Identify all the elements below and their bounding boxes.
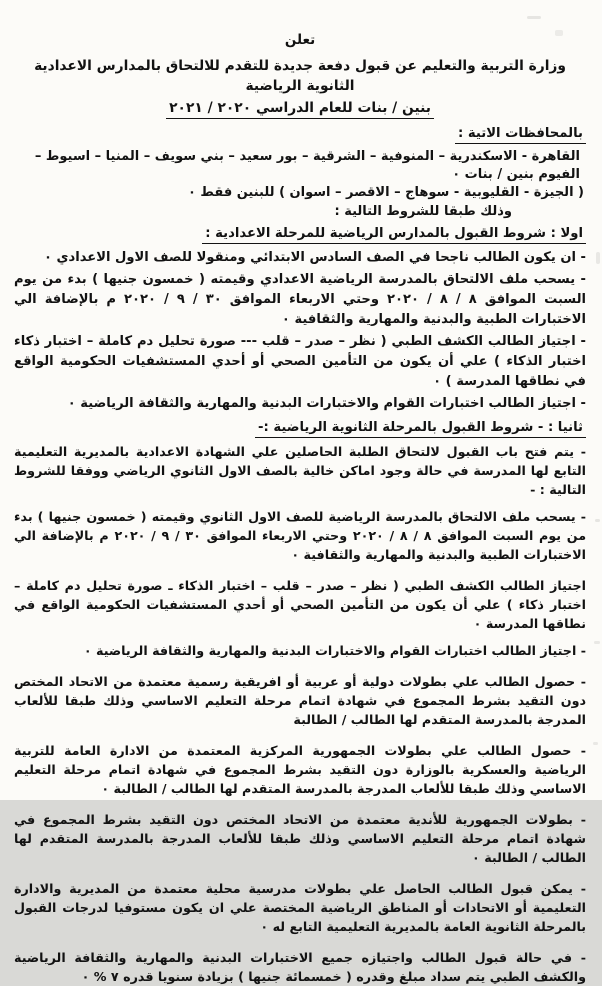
document-header — [14, 32, 586, 119]
governorates-boys-only-list: ( الجيزة - القليوبية - سوهاج – الاقصر – اسوان ) للبنين فقط ٠ — [187, 185, 584, 200]
document-title: وزارة التربية والتعليم عن قبول دفعة جديدة للتقدم للالتحاق بالمدارس الاعدادية الثانوية الرياضية — [34, 58, 566, 94]
scan-artifact — [594, 641, 600, 644]
preparatory-condition-item: - اجتياز الطالب الكشف الطبي ( نظر – صدر – قلب --- صورة تحليل دم كاملة – اختبار ذكاء اختبار الذكاء ) علي أن يكون من التأمين الصحي أو أحدي المستشفيات الحكومية الواقع في نطاقها المدرسة ) ٠ — [14, 334, 586, 389]
section-one-heading-text: اولا : شروط القبول بالمدارس الرياضية للمرحلة الاعدادية : — [202, 226, 586, 244]
scan-artifact — [555, 30, 563, 36]
secondary-condition-item: - يسحب ملف الالتحاق بالمدرسة الرياضية للصف الاول الثانوي وقيمته ( خمسون جنيها ) بدء من يوم السبت الموافق ٨ / ٨ / ٢٠٢٠ وحتي الاربعاء الموافق ٣٠ / ٩ / ٢٠٢٠ م بالإضافة الي الاختبارات الطبية والبدنية والمهارية والثقافية ٠ — [14, 509, 587, 562]
scan-artifact — [596, 252, 600, 264]
section-preparatory-conditions — [14, 226, 586, 414]
section-two-heading — [14, 420, 586, 438]
secondary-condition-item: - يتم فتح باب القبول لالتحاق الطلبة الحاصلين علي الشهادة الاعدادية بالمديرية التعليمية التابع لها المدرسة في حالة وجود اماكن خالية بالصف الاول الثانوي الرياضي ووفقا للشروط التالية : - — [14, 444, 586, 497]
scan-artifact — [595, 519, 600, 522]
governorates-heading — [14, 126, 586, 144]
secondary-condition-item: - حصول الطالب علي بطولات الجمهورية المركزية المعتمدة من الادارة العامة للتربية الرياضية والعسكرية بالوزارة دون التقيد بشرط المجموع في شهادة اتمام مرحلة التعليم الاساسي وذلك طبقا للألعاب المدرجة بالمدرسة المتقدم لها الطالب / الطالبة ٠ — [14, 743, 586, 796]
secondary-condition-item: - بطولات الجمهورية للأندية معتمدة من الاتحاد المختص دون التقيد بشرط المجموع في شهادة اتمام مرحلة التعليم الاساسي وذلك طبقا للألعاب المدرجة بالمدرسة المتقدم لها الطالب / الطالبة ٠ — [14, 812, 586, 865]
secondary-condition-item: - في حالة قبول الطالب واجتيازه جميع الاختبارات البدنية والمهارية والثقافة الرياضية والكشف الطبي يتم سداد مبلغ وقدره ( خمسمائة جنيها ) بزيادة سنويا قدره ٧ % ٠ — [14, 950, 586, 984]
preparatory-condition-item: - اجتياز الطالب اختبارات القوام والاختبارات البدنية والمهارية والثقافة الرياضية ٠ — [67, 396, 586, 411]
preparatory-condition-item: - يسحب ملف الالتحاق بالمدرسة الرياضية الاعدادي وقيمته ( خمسون جنيها ) بدء من يوم السبت الموافق ٨ / ٨ / ٢٠٢٠ وحتي الاربعاء الموافق ٣٠ / ٩ / ٢٠٢٠ م بالإضافة الي الاختبارات الطبية والبدنية والمهارية والثقافية ٠ — [14, 272, 587, 327]
governorates-heading-text: بالمحافظات الاتية : — [455, 126, 586, 144]
academic-year-underlined-text: بنين / بنات للعام الدراسي ٢٠٢٠ / ٢٠٢١ — [166, 100, 434, 119]
conditions-intro-note: وذلك طبقا للشروط التالية : — [334, 203, 512, 219]
preparatory-condition-item: - ان يكون الطالب ناجحا في الصف السادس الابتدائي ومنقولا للصف الاول الاعدادي ٠ — [43, 250, 586, 265]
governorates-block — [14, 126, 586, 220]
secondary-condition-item: - يمكن قبول الطالب الحاصل علي بطولات مدرسية محلية معتمدة من المديرية والادارة التعليمية أو الاتحادات أو المناطق الرياضية المختصة علي ان يكون مستوفيا لدرجات القبول بالمرحلة الثانوية العامة بالمديرية التعليمية التابع له ٠ — [14, 881, 586, 934]
announce-word: تعلن — [284, 32, 316, 48]
section-one-heading — [14, 226, 586, 244]
secondary-condition-item: - اجتياز الطالب اختبارات القوام والاختبارات البدنية والمهارية والثقافة الرياضية ٠ — [83, 643, 586, 658]
scan-artifact — [527, 16, 541, 19]
section-two-heading-text: ثانيا : - شروط القبول بالمرحلة الثانوية الرياضية :- — [255, 420, 586, 438]
academic-year-line — [14, 100, 586, 119]
scan-artifact — [38, 520, 43, 523]
secondary-condition-item: اجتياز الطالب الكشف الطبي ( نظر – صدر – قلب – اختبار الذكاء ـ صورة تحليل دم كاملة – اختبار ذكاء ) علي أن يكون من التأمين الصحي أو أحدي المستشفيات الحكومية الواقع في نطاقها المدرسة ٠ — [14, 578, 586, 631]
scan-artifact — [593, 742, 598, 745]
section-secondary-conditions — [14, 420, 586, 986]
governorates-coed-list: القاهرة - الاسكندرية – المنوفية – الشرقية – بور سعيد – بني سويف – المنيا – اسيوط – الفيوم بنين / بنات ٠ — [34, 149, 580, 182]
secondary-condition-item: - حصول الطالب علي بطولات دولية أو عربية أو افريقية رسمية معتمدة من الاتحاد المختص دون التقيد بشرط المجموع في شهادة اتمام مرحلة التعليم الاساسي وذلك طبقا للألعاب المدرجة بالمدرسة المتقدم لها الطالب / الطالبة — [14, 674, 586, 727]
